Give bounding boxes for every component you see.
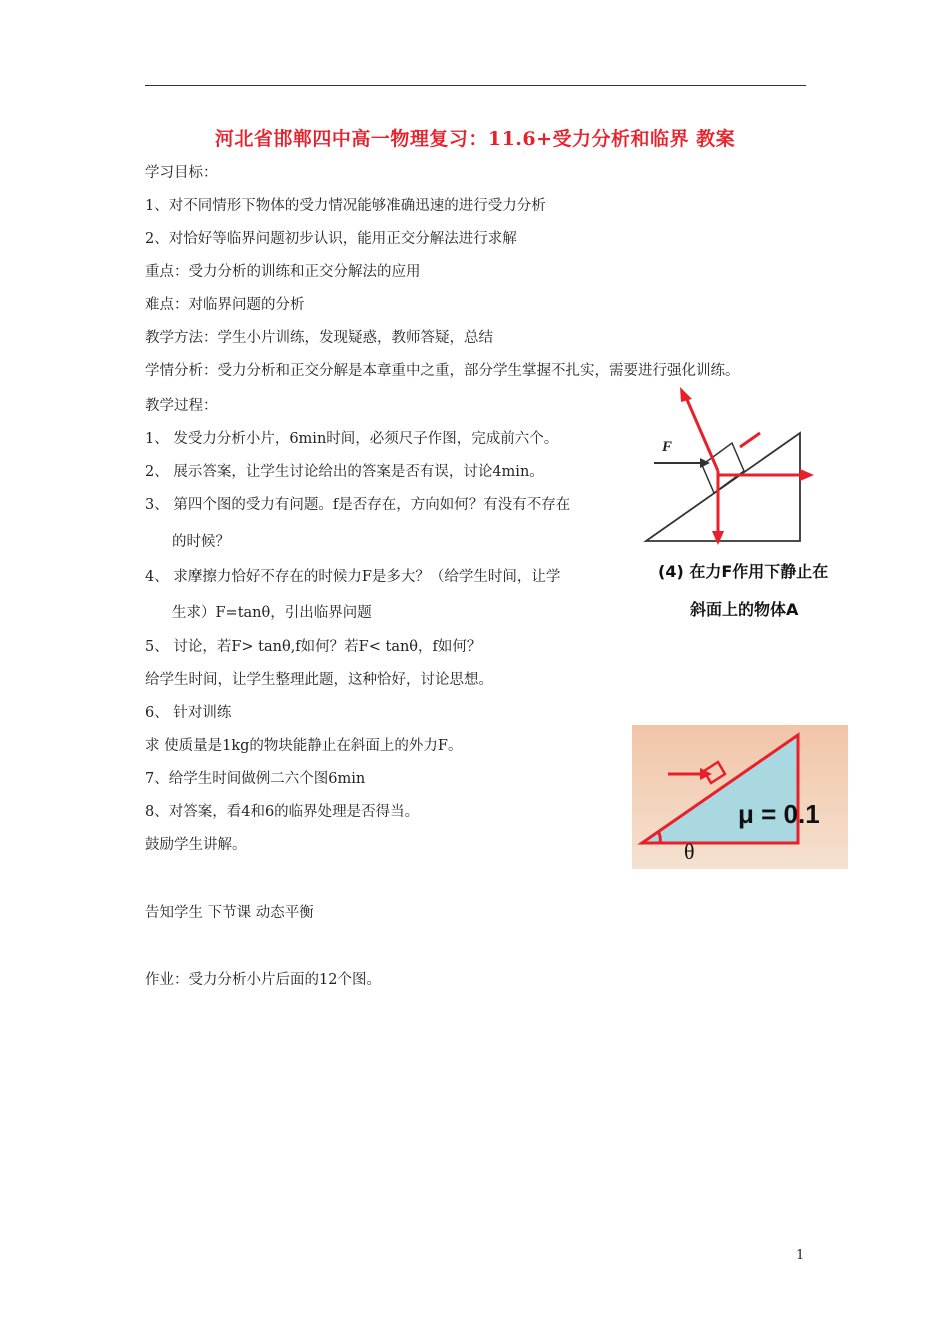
text-line: 求 使质量是1kg的物块能静止在斜面上的外力F。 [145, 738, 463, 754]
page-title: 河北省邯郸四中高一物理复习：11.6+受力分析和临界 教案 [214, 128, 736, 150]
text-line: 教学方法：学生小片训练，发现疑惑，教师答疑，总结 [145, 330, 493, 346]
figure-caption-line2: 斜面上的物体A [690, 600, 799, 619]
angle-label: θ [684, 839, 695, 864]
text-line: 重点：受力分析的训练和正交分解法的应用 [145, 264, 421, 280]
text-line: 2、 展示答案，让学生讨论给出的答案是否有误，讨论4min。 [145, 464, 544, 480]
text-line: 作业：受力分析小片后面的12个图。 [145, 972, 381, 988]
figure-caption-line1: (4) 在力F作用下静止在 [658, 562, 829, 581]
text-line: 教学过程： [145, 398, 218, 414]
text-line: 4、 求摩擦力恰好不存在的时候力F是多大？（给学生时间，让学 [145, 569, 561, 585]
page-number: 1 [796, 1248, 805, 1263]
mu-label: μ = 0.1 [738, 799, 820, 829]
text-line: 8、对答案，看4和6的临界处理是否得当。 [145, 804, 420, 820]
text-line: 鼓励学生讲解。 [145, 837, 247, 853]
incline-force-diagram [640, 385, 850, 630]
text-line: 学情分析：受力分析和正交分解是本章重中之重，部分学生掌握不扎实，需要进行强化训练。 [145, 363, 740, 379]
text-line: 生求）F=tanθ，引出临界问题 [172, 605, 372, 621]
text-line: 1、 发受力分析小片，6min时间，必须尺子作图，完成前六个。 [145, 431, 559, 447]
text-line: 告知学生 下节课 动态平衡 [145, 905, 314, 921]
text-line: 的时候？ [172, 534, 230, 550]
force-label: F [662, 439, 673, 455]
header-rule [145, 85, 806, 86]
text-line: 5、 讨论，若F> tanθ,f如何？若F< tanθ，f如何？ [145, 639, 482, 655]
friction-vector [740, 433, 760, 447]
text-line: 难点：对临界问题的分析 [145, 297, 305, 313]
text-line: 给学生时间，让学生整理此题，这种恰好，讨论思想。 [145, 672, 493, 688]
incline-mu-figure [632, 725, 848, 869]
text-line: 2、对恰好等临界问题初步认识，能用正交分解法进行求解 [145, 231, 517, 247]
text-line: 学习目标： [145, 165, 218, 181]
text-line: 3、 第四个图的受力有问题。f是否存在，方向如何？有没有不存在 [145, 497, 571, 513]
text-line: 7、给学生时间做例二六个图6min [145, 771, 366, 787]
text-line: 6、 针对训练 [145, 705, 232, 721]
text-line: 1、对不同情形下物体的受力情况能够准确迅速的进行受力分析 [145, 198, 546, 214]
